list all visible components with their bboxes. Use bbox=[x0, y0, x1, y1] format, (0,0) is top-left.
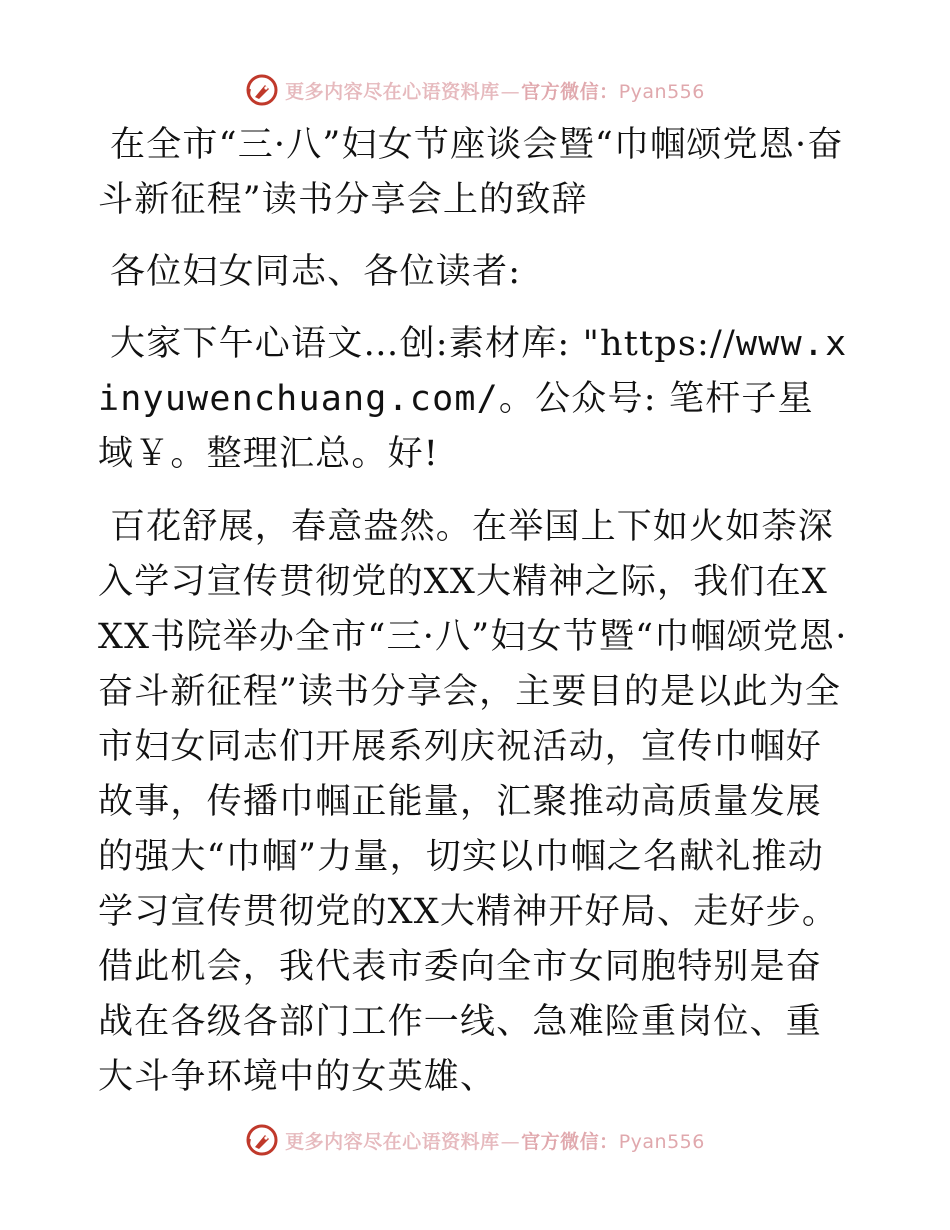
banner-main-text: 更多内容尽在心语资料库 bbox=[285, 80, 500, 103]
greeting: 各位妇女同志、各位读者: bbox=[110, 252, 522, 292]
header-watermark-banner bbox=[0, 70, 950, 110]
banner-wechat-label: 官方微信： bbox=[521, 80, 619, 103]
banner-wechat-label: 官方微信： bbox=[521, 1130, 619, 1153]
ad-suffix-text: 。公众号: 笔杆子星域￥。整理汇总。好! bbox=[98, 379, 814, 474]
banner-wechat-id: Pyan556 bbox=[618, 80, 705, 103]
banner-separator: — bbox=[500, 1130, 521, 1153]
ad-url-link[interactable]: www.xinyuwenchuang.com/ bbox=[98, 324, 848, 419]
ad-paragraph bbox=[98, 317, 850, 482]
ad-prefix-text: 大家下午心语文…创:素材库: "https:// bbox=[110, 324, 737, 364]
pen-nib-logo-icon bbox=[245, 73, 279, 107]
document-content bbox=[98, 118, 850, 1105]
banner-separator: — bbox=[500, 80, 521, 103]
banner-wechat-id: Pyan556 bbox=[618, 1130, 705, 1153]
pen-nib-logo-icon bbox=[245, 1123, 279, 1157]
footer-watermark-banner bbox=[0, 1120, 950, 1160]
body-paragraph: 百花舒展，春意盎然。在举国上下如火如荼深入学习宣传贯彻党的XX大精神之际，我们在XXX书院举办全市“三·八”妇女节暨“巾帼颂党恩·奋斗新征程”读书分享会，主要目的是以此为全市妇女同志们开展系列庆祝活动，宣传巾帼好故事，传播巾帼正能量，汇聚推动高质量发展的强大“巾帼”力量，切实以巾帼之名献礼推动学习宣传贯彻党的XX大精神开好局、走好步。借此机会，我代表市委向全市女同胞特别是奋战在各级各部门工作一线、急难险重岗位、重大斗争环境中的女英雄、 bbox=[98, 507, 848, 1097]
document-title: 在全市“三·八”妇女节座谈会暨“巾帼颂党恩·奋斗新征程”读书分享会上的致辞 bbox=[98, 125, 844, 220]
banner-main-text: 更多内容尽在心语资料库 bbox=[285, 1130, 500, 1153]
